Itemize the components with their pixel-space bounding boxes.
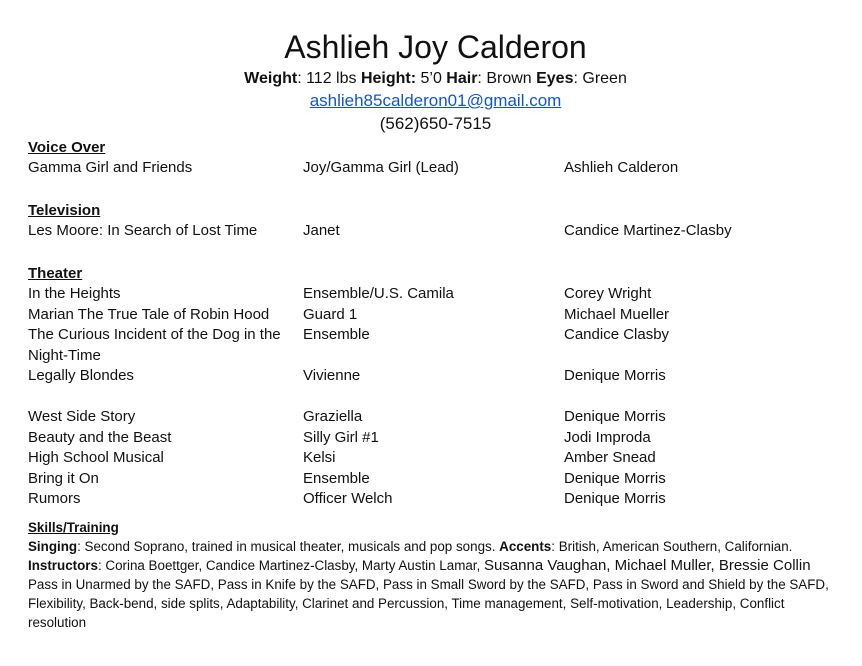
- credit-role: Silly Girl #1: [303, 428, 379, 446]
- physical-stats: [28, 68, 843, 90]
- credit-row: [28, 469, 843, 490]
- credit-row: [28, 305, 843, 326]
- credit-title: In the Heights: [28, 285, 121, 302]
- credit-role: Kelsi: [303, 449, 336, 466]
- height-value: 5’0: [420, 70, 447, 87]
- email-link[interactable]: ashlieh85calderon01@gmail.com: [309, 91, 562, 110]
- credit-director: Denique Morris: [564, 469, 666, 487]
- credit-director: Candice Martinez-Clasby: [564, 222, 732, 239]
- credit-role: Janet: [303, 222, 340, 239]
- credit-row: [28, 366, 843, 387]
- credit-title: Gamma Girl and Friends: [28, 159, 193, 176]
- instructors-text: : Corina Boettger, Candice Martinez-Clasby, Marty Austin Lamar,: [97, 557, 484, 573]
- resume-header: [28, 28, 843, 136]
- weight-value: 112 lbs: [306, 70, 361, 87]
- credit-title: High School Musical: [28, 449, 164, 466]
- singing-label: Singing: [28, 538, 78, 554]
- skills-title: Skills/Training: [28, 519, 119, 535]
- credit-title: The Curious Incident of the Dog in the Night-Time: [28, 326, 281, 364]
- credit-role: Guard 1: [303, 305, 358, 323]
- instructors-text-large: Susanna Vaughan, Michael Muller, Bressie Collin: [483, 556, 811, 574]
- credit-role: Graziella: [303, 408, 363, 425]
- credit-director: Jodi Improda: [564, 428, 651, 446]
- eyes-sep: :: [573, 70, 583, 87]
- credit-row: [28, 407, 843, 428]
- accents-text: : British, American Southern, Californian.: [551, 538, 793, 554]
- other-skills-text: Pass in Unarmed by the SAFD, Pass in Knife by the SAFD, Pass in Small Sword by the SAFD, Pass in Sword and Shield by the SAFD, Flexibility, Back-bend, side splits, Adaptability, Clarinet and Percussion, Time management, Self-motivation, Leadership, Conflict resolution: [28, 576, 829, 630]
- credit-role: Ensemble: [303, 326, 370, 343]
- credit-director: Denique Morris: [564, 490, 666, 507]
- credit-row: [28, 221, 843, 242]
- section-title-voice-over: Voice Over: [28, 139, 106, 156]
- credit-director: Candice Clasby: [564, 326, 670, 343]
- credit-director: Denique Morris: [564, 367, 666, 384]
- resume-page: [28, 28, 843, 632]
- credit-role: Joy/Gamma Girl (Lead): [303, 159, 459, 176]
- credit-row: [28, 284, 843, 305]
- credit-director: Corey Wright: [564, 285, 652, 302]
- credit-director: Ashlieh Calderon: [564, 159, 679, 176]
- eyes-value: Green: [582, 70, 627, 87]
- section-voice-over: [28, 138, 843, 179]
- credit-row: [28, 489, 843, 510]
- height-label: Height:: [360, 70, 417, 87]
- credit-director: Denique Morris: [564, 408, 666, 425]
- credit-title: Rumors: [28, 490, 81, 507]
- credit-row: [28, 158, 843, 179]
- credit-title: Beauty and the Beast: [28, 428, 172, 446]
- phone-number: (562)650-7515: [379, 114, 492, 133]
- credit-title: Marian The True Tale of Robin Hood: [28, 305, 270, 323]
- credit-title: West Side Story: [28, 408, 136, 425]
- spacer: [28, 179, 843, 200]
- credit-role: Ensemble: [303, 469, 370, 487]
- eyes-label: Eyes: [536, 70, 574, 87]
- accents-label: Accents: [499, 538, 552, 554]
- weight-label: Weight: [244, 70, 298, 87]
- credit-title: Bring it On: [28, 469, 99, 487]
- credit-row: [28, 448, 843, 469]
- section-television: [28, 201, 843, 242]
- credit-role: Officer Welch: [303, 490, 393, 507]
- credit-title: Les Moore: In Search of Lost Time: [28, 222, 258, 239]
- skills-training: [28, 518, 843, 632]
- spacer: [28, 242, 843, 263]
- section-title-television: Television: [28, 202, 101, 219]
- hair-sep: :: [477, 70, 487, 87]
- credit-director: Amber Snead: [564, 449, 656, 466]
- hair-value: Brown: [486, 70, 537, 87]
- credit-row: [28, 325, 843, 366]
- singing-text: : Second Soprano, trained in musical theater, musicals and pop songs.: [77, 538, 500, 554]
- credit-row: [28, 428, 843, 449]
- singing-line: [28, 537, 843, 556]
- section-theater: [28, 264, 843, 510]
- instructors-line: [28, 556, 843, 632]
- credit-title: Legally Blondes: [28, 367, 134, 384]
- weight-sep: :: [297, 70, 307, 87]
- credit-director: Michael Mueller: [564, 305, 670, 323]
- spacer: [28, 387, 843, 408]
- hair-label: Hair: [446, 70, 478, 87]
- credit-role: Vivienne: [303, 367, 361, 384]
- credit-role: Ensemble/U.S. Camila: [303, 285, 454, 302]
- section-title-theater: Theater: [28, 265, 83, 282]
- actor-name: Ashlieh Joy Calderon: [284, 29, 587, 65]
- instructors-label: Instructors: [28, 557, 98, 573]
